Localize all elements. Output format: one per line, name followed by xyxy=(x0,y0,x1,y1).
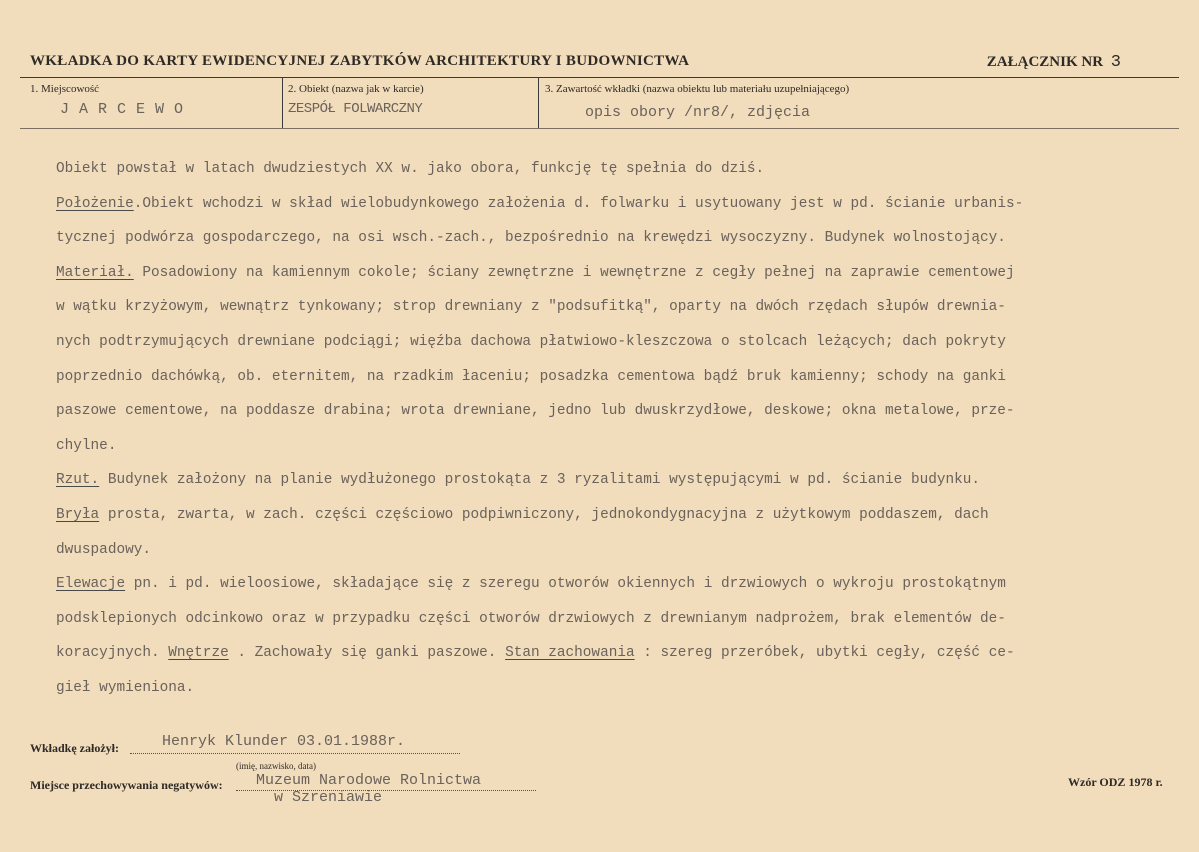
fields-divider xyxy=(20,128,1179,129)
header-divider xyxy=(20,77,1179,78)
section-heading: Wnętrze xyxy=(168,645,229,662)
body-line: podsklepionych odcinkowo oraz w przypadku części otworów drzwiowych z drewnianym nadprożem, brak elementów de- xyxy=(56,610,1006,627)
storage-value-line2: w Szreniawie xyxy=(274,789,383,806)
annex-number: 3 xyxy=(1110,53,1121,72)
body-line: Położenie.Obiekt wchodzi w skład wielobudynkowego założenia d. folwarku i usytuowany jest w pd. ścianie urbanis- xyxy=(56,195,1024,212)
storage-value-line1: Muzeum Narodowe Rolnictwa xyxy=(256,772,482,789)
section-heading: Rzut. xyxy=(56,472,100,489)
locality-label: 1. Miejscowość xyxy=(30,83,100,95)
locality-value: JARCEWO xyxy=(60,101,194,118)
body-line: gieł wymieniona. xyxy=(56,679,195,696)
created-by-hint: (imię, nazwisko, data) xyxy=(236,761,316,771)
description-body xyxy=(56,152,1166,706)
body-line: dwuspadowy. xyxy=(56,541,151,558)
card-title: WKŁADKA DO KARTY EWIDENCYJNEJ ZABYTKÓW ARCHITEKTURY I BUDOWNICTWA xyxy=(30,53,690,69)
body-line: nych podtrzymujących drewniane podciągi; więźba dachowa płatwiowo-kleszczowa o stolcach leżących; dach pokryty xyxy=(56,333,1006,350)
body-line: Materiał. Posadowiony na kamiennym cokole; ściany zewnętrzne i wewnętrzne z cegły pełnej na zaprawie cementowej xyxy=(56,264,1015,281)
created-by-value: Henryk Klunder 03.01.1988r. xyxy=(162,733,406,750)
object-label: 2. Obiekt (nazwa jak w karcie) xyxy=(288,83,424,95)
annex-label-text: ZAŁĄCZNIK NR xyxy=(986,54,1104,70)
contents-label: 3. Zawartość wkładki (nazwa obiektu lub materiału uzupełniającego) xyxy=(545,83,850,95)
body-line: Rzut. Budynek założony na planie wydłużonego prostokąta z 3 ryzalitami występującymi w pd. ścianie budynku. xyxy=(56,472,981,489)
body-line: Elewacje pn. i pd. wieloosiowe, składające się z szeregu otworów okiennych i drzwiowych o wykroju prostokątnym xyxy=(56,576,1006,593)
object-value: ZESPÓŁ FOLWARCZNY xyxy=(288,101,423,117)
section-heading: Elewacje xyxy=(56,576,126,593)
created-by-label: Wkładkę założył: xyxy=(30,741,119,755)
body-line: w wątku krzyżowym, wewnątrz tynkowany; strop drewniany z "podsufitką", oparty na dwóch rzędach słupów drewnia- xyxy=(56,299,1006,316)
body-line: chylne. xyxy=(56,437,117,454)
section-heading: Stan zachowania xyxy=(505,645,635,662)
section-heading: Położenie xyxy=(56,195,134,212)
body-line: koracyjnych. Wnętrze . Zachowały się ganki paszowe. Stan zachowania : szereg przeróbek, ubytki cegły, część ce- xyxy=(56,645,1015,662)
body-line: paszowe cementowe, na poddasze drabina; wrota drewniane, jedno lub dwuskrzydłowe, deskowe; okna metalowe, prze- xyxy=(56,403,1015,420)
form-template-id: Wzór ODZ 1978 r. xyxy=(1068,775,1163,789)
body-line: poprzednio dachówką, ob. eternitem, na rzadkim łaceniu; posadzka cementowa bądź bruk kamienny; schody na ganki xyxy=(56,368,1006,385)
contents-value: opis obory /nr8/, zdjęcia xyxy=(585,104,811,121)
storage-label: Miejsce przechowywania negatywów: xyxy=(30,778,223,792)
section-heading: Bryła xyxy=(56,506,100,523)
body-line: tycznej podwórza gospodarczego, na osi wsch.-zach., bezpośrednio na krewędzi wysoczyzny. Budynek wolnostojący. xyxy=(56,230,1006,247)
field-divider-1 xyxy=(282,78,283,128)
body-line: Obiekt powstał w latach dwudziestych XX w. jako obora, funkcję tę spełnia do dziś. xyxy=(56,161,765,177)
body-line: Bryła prosta, zwarta, w zach. części częściowo podpiwniczony, jednokondygnacyjna z użytkowym poddaszem, dach xyxy=(56,506,989,523)
annex-label xyxy=(987,53,1121,72)
field-divider-2 xyxy=(538,78,539,128)
created-by-line xyxy=(130,753,460,754)
section-heading: Materiał. xyxy=(56,264,134,281)
